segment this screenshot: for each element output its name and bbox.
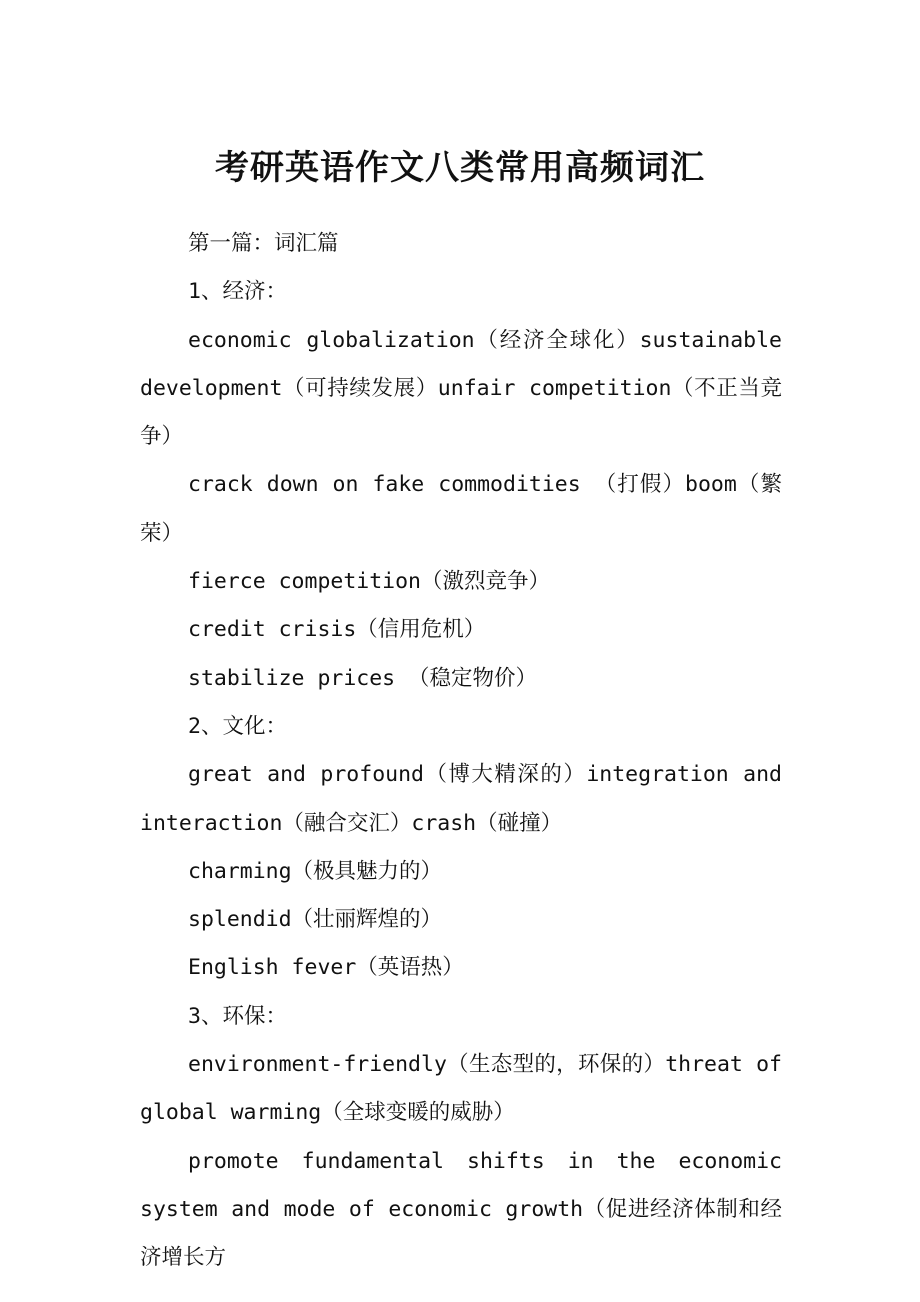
paragraph: 3、环保： [188,1003,287,1029]
paragraph: stabilize prices （稳定物价） [188,665,538,691]
paragraph: economic globalization（经济全球化）sustainable development（可持续发展）unfair competition（不正当竞争） [140,327,782,450]
paragraph: credit crisis（信用危机） [188,617,486,643]
paragraph: English fever（英语热） [188,955,464,981]
paragraph: charming（极具魅力的） [188,858,443,884]
paragraph: splendid（壮丽辉煌的） [188,907,443,933]
paragraph: crack down on fake commodities （打假）boom（繁荣） [140,472,782,546]
paragraph: 第一篇：词汇篇 [188,231,339,256]
paragraph: environment-friendly（生态型的，环保的）threat of global warming（全球变暖的威胁） [140,1052,782,1126]
document-body [140,220,782,1283]
paragraph: great and profound（博大精深的）integration and interaction（融合交汇）crash（碰撞） [140,762,782,836]
paragraph: 2、文化： [188,713,287,739]
paragraph: 1、经济： [188,279,287,305]
paragraph: fierce competition（激烈竞争） [188,569,550,595]
paragraph: promote fundamental shifts in the economic system and mode of economic growth（促进经济体制和经济增长方 [140,1148,782,1271]
document-title: 考研英语作文八类常用高频词汇 [215,148,705,188]
